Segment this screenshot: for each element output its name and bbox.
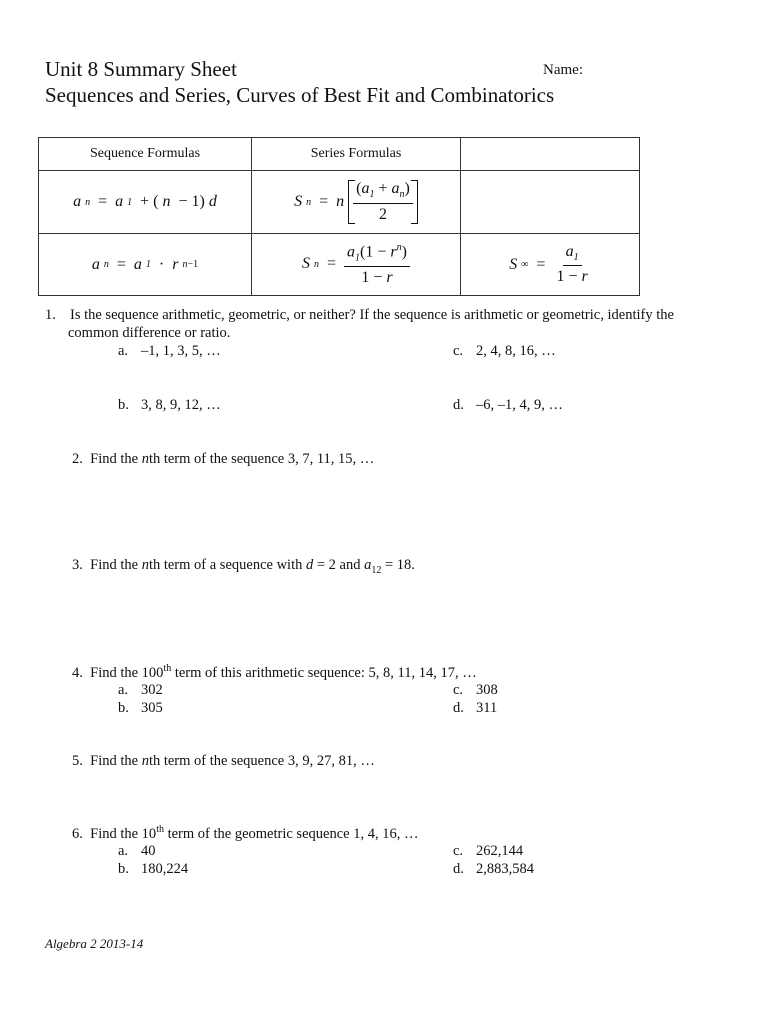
q6-option-a: 40 <box>141 843 156 859</box>
question-3: 3. Find the nth term of a sequence with d = 2 and $a_{12} = 18$. <box>72 557 415 576</box>
q4-option-c: 308 <box>476 682 498 698</box>
question-5: 5. Find the nth term of the sequence 3, 9, 27, 81, … <box>72 753 375 769</box>
page-subtitle: Sequences and Series, Curves of Best Fit and Combinatorics <box>45 83 555 107</box>
q1-option-a-label: a. <box>118 343 129 359</box>
q4-option-d: 311 <box>476 700 498 716</box>
page-title: Unit 8 Summary Sheet <box>45 57 237 81</box>
q1-text-line2: common difference or ratio. <box>68 325 231 341</box>
sequence-formulas-header: Sequence Formulas <box>39 138 252 171</box>
blank-header <box>461 138 640 171</box>
q6-option-a-label: a. <box>118 843 129 859</box>
q1-option-b: 3, 8, 9, 12, … <box>141 397 221 413</box>
q4-option-a-label: a. <box>118 682 129 698</box>
q6-option-b: 180,224 <box>141 861 189 877</box>
q1-option-d: –6, –1, 4, 9, … <box>476 397 563 413</box>
arithmetic-series-formula: S n = n $\frac{(a_1 + a_n)}{2}$ <box>252 171 461 234</box>
q6-option-d-label: d. <box>453 861 464 877</box>
q6-option-d: 2,883,584 <box>476 861 534 877</box>
empty-cell <box>461 171 640 234</box>
question-6: 6. Find the 10th term of the geometric sequence 1, 4, 16, … <box>72 824 419 842</box>
footer-course-label: Algebra 2 2013-14 <box>45 936 144 951</box>
question-2: 2. Find the nth term of the sequence 3, 7, 11, 15, … <box>72 451 375 467</box>
name-label: Name: <box>543 62 583 78</box>
infinite-series-formula: S ∞ = $\frac{a_1}{1 - r}$ <box>461 234 640 296</box>
q4-option-a: 302 <box>141 682 163 698</box>
q6-option-c-label: c. <box>453 843 464 859</box>
q6-option-b-label: b. <box>118 861 129 877</box>
geometric-sequence-formula: a n = a 1 · r n−1 <box>39 234 252 296</box>
geometric-series-formula: S n = $\frac{a_1(1 - r^n)}{1 - r}$ <box>252 234 461 296</box>
q1-text-line1: Is the sequence arithmetic, geometric, or neither? If the sequence is arithmetic or geometric, identify the <box>70 307 674 323</box>
q1-option-c: 2, 4, 8, 16, … <box>476 343 556 359</box>
q1-option-b-label: b. <box>118 397 129 413</box>
formula-table <box>38 137 640 296</box>
question-4: 4. Find the 100th term of this arithmetic sequence: 5, 8, 11, 14, 17, … <box>72 663 477 681</box>
q4-option-b: 305 <box>141 700 163 716</box>
q1-option-d-label: d. <box>453 397 464 413</box>
arithmetic-sequence-formula: a n = a 1 + ( n − 1) d <box>39 171 252 234</box>
q4-option-c-label: c. <box>453 682 464 698</box>
q1-option-a: –1, 1, 3, 5, … <box>141 343 221 359</box>
q4-option-d-label: d. <box>453 700 464 716</box>
q4-option-b-label: b. <box>118 700 129 716</box>
series-formulas-header: Series Formulas <box>252 138 461 171</box>
q1-option-c-label: c. <box>453 343 464 359</box>
q6-option-c: 262,144 <box>476 843 524 859</box>
q1-number: 1. <box>45 307 56 323</box>
